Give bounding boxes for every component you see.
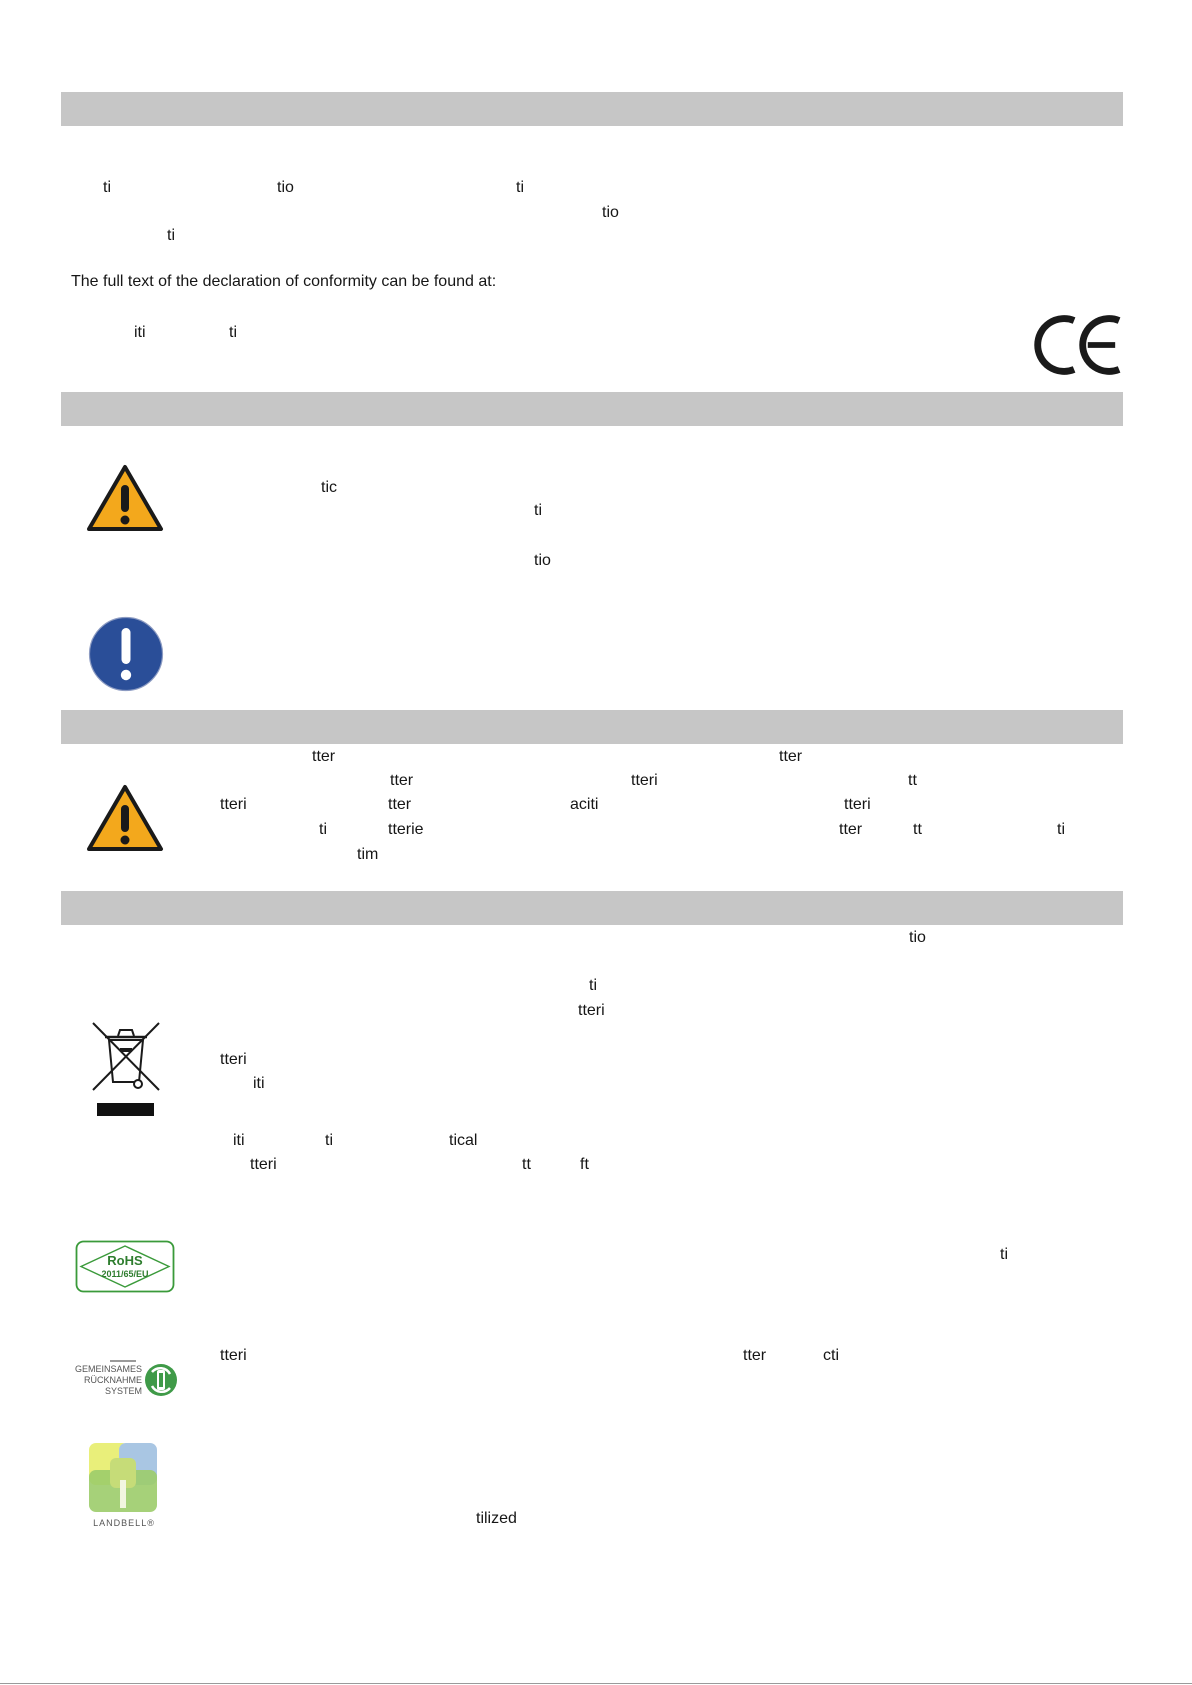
text-fragment: tter: [839, 821, 863, 838]
section-header-bar-safety: [61, 392, 1123, 426]
landbell-logo-text: LANDBELL®: [93, 1518, 155, 1528]
grs-logo-line-2: RÜCKNAHME: [83, 1375, 142, 1385]
ce-mark-icon: [1033, 313, 1123, 377]
text-fragment: tteri: [220, 796, 247, 813]
text-fragment: tt: [913, 821, 922, 838]
text-fragment: ti: [589, 977, 597, 994]
text-fragment: tterie: [388, 821, 424, 838]
text-fragment: tteri: [844, 796, 871, 813]
text-fragment: ti: [103, 179, 111, 196]
text-fragment: tio: [602, 204, 619, 221]
text-fragment: tio: [277, 179, 294, 196]
text-fragment: tter: [779, 748, 803, 765]
grs-logo-line-3: SYSTEM: [104, 1386, 142, 1396]
text-fragment: tical: [449, 1132, 478, 1149]
text-fragment: tter: [743, 1347, 767, 1364]
grs-logo: [70, 1358, 180, 1400]
text-fragment: aciti: [570, 796, 599, 813]
text-fragment: iti: [253, 1075, 265, 1092]
text-fragment: tt: [908, 772, 917, 789]
text-fragment: iti: [233, 1132, 245, 1149]
text-fragment: ti: [325, 1132, 333, 1149]
text-fragment: tter: [388, 796, 412, 813]
text-fragment: iti: [134, 324, 146, 341]
text-fragment: cti: [823, 1347, 839, 1364]
text-fragment: tteri: [631, 772, 658, 789]
text-fragment: tteri: [220, 1347, 247, 1364]
text-fragment: ti: [319, 821, 327, 838]
text-fragment: ti: [1000, 1246, 1008, 1263]
text-fragment: tic: [321, 479, 337, 496]
text-fragment: ti: [1057, 821, 1065, 838]
conformity-note: The full text of the declaration of conformity can be found at:: [71, 273, 497, 290]
mandatory-notice-icon: [88, 616, 164, 692]
page-bottom-rule: [0, 1683, 1192, 1684]
text-fragment: ti: [167, 227, 175, 244]
text-fragment: tt: [522, 1156, 531, 1173]
section-header-bar-disposal: [61, 891, 1123, 925]
text-fragment: tteri: [250, 1156, 277, 1173]
text-fragment: tteri: [578, 1002, 605, 1019]
text-fragment: tter: [390, 772, 414, 789]
text-fragment: ti: [229, 324, 237, 341]
text-fragment: tteri: [220, 1051, 247, 1068]
landbell-logo: [86, 1440, 162, 1530]
weee-crossed-bin-icon: [90, 1020, 162, 1117]
grs-logo-line-1: GEMEINSAMES: [74, 1364, 142, 1374]
text-fragment: ti: [516, 179, 524, 196]
rohs-logo: [75, 1240, 175, 1293]
rohs-logo-title: RoHS: [107, 1253, 143, 1268]
text-fragment: ft: [580, 1156, 589, 1173]
rohs-logo-directive: 2011/65/EU: [101, 1269, 149, 1279]
text-fragment: tio: [909, 929, 926, 946]
section-header-bar-battery: [61, 710, 1123, 744]
text-fragment: tter: [312, 748, 336, 765]
section-header-bar-conformity: [61, 92, 1123, 126]
text-fragment: tim: [357, 846, 379, 863]
warning-triangle-icon: [86, 463, 164, 533]
text-fragment: tio: [534, 552, 551, 569]
text-fragment: tilized: [476, 1510, 517, 1527]
warning-triangle-icon: [86, 783, 164, 853]
text-fragment: ti: [534, 502, 542, 519]
